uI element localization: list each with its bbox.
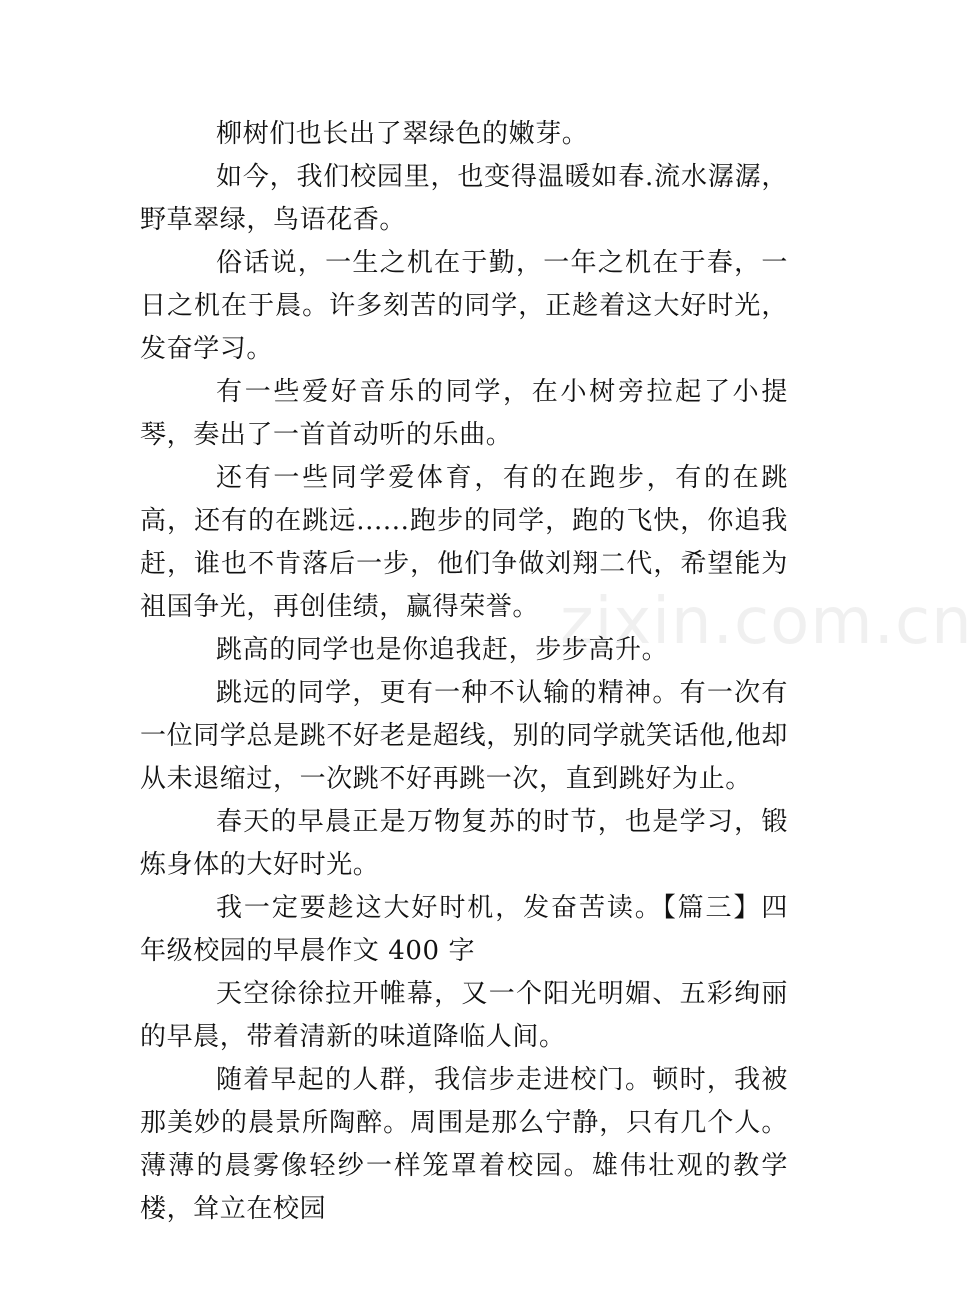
paragraph: 天空徐徐拉开帷幕，又一个阳光明媚、五彩绚丽的早晨，带着清新的味道降临人间。 [140, 979, 788, 1052]
paragraph: 跳远的同学，更有一种不认输的精神。有一次有一位同学总是跳不好老是超线，别的同学就笑话他,他却从未退缩过，一次跳不好再跳一次，直到跳好为止。 [140, 678, 788, 794]
paragraph: 跳高的同学也是你追我赶，步步高升。 [216, 635, 669, 665]
watermark: zixin.com.cn [560, 585, 973, 659]
paragraph: 随着早起的人群，我信步走进校门。顿时，我被那美妙的晨景所陶醉。周围是那么宁静，只有几个人。薄薄的晨雾像轻纱一样笼罩着校园。雄伟壮观的教学楼，耸立在校园 [140, 1065, 788, 1224]
paragraph: 还有一些同学爱体育，有的在跑步，有的在跳高，还有的在跳远......跑步的同学，跑的飞快，你追我赶，谁也不肯落后一步，他们争做刘翔二代，希望能为祖国争光，再创佳绩，赢得荣誉。 [140, 463, 788, 622]
paragraph: 柳树们也长出了翠绿色的嫩芽。 [216, 119, 589, 149]
paragraph: 我一定要趁这大好时机，发奋苦读。【篇三】四年级校园的早晨作文 400 字 [140, 893, 788, 966]
document-body [140, 113, 788, 1231]
paragraph: 春天的早晨正是万物复苏的时节，也是学习，锻炼身体的大好时光。 [140, 807, 788, 880]
paragraph: 俗话说，一生之机在于勤，一年之机在于春，一日之机在于晨。许多刻苦的同学，正趁着这大好时光，发奋学习。 [140, 248, 788, 364]
paragraph: 如今，我们校园里，也变得温暖如春.流水潺潺，野草翠绿，鸟语花香。 [140, 162, 788, 235]
paragraph: 有一些爱好音乐的同学，在小树旁拉起了小提琴，奏出了一首首动听的乐曲。 [140, 377, 788, 450]
